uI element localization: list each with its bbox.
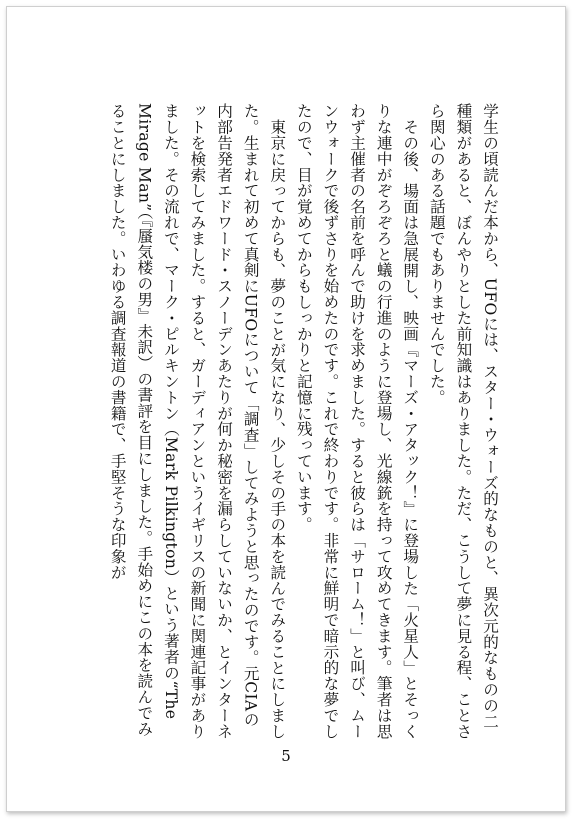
page-number: 5 [281,747,291,765]
paragraph: 学生の頃読んだ本から、UFOには、スター・ウォーズ的なものと、異次元的なものの二種類があると、ぼんやりとした前知識はありました。ただ、こうして夢に見る程、ことさら関心のある話題でもありませんでした。 [427,103,499,739]
paragraph: 東京に戻ってからも、夢のことが気になり、少しその手の本を読んでみることにしました。生まれて初めて真剣にUFOについて「調査」してみようと思ったのです。元CIAの内部告発者エドワード・スノーデンあたりが何か秘密を漏らしていないか、とインターネットを検索してみました。すると、ガーディアンというイギリスの新聞に関連記事がありました。その流れで、マーク・ピルキントン（Mark Pilkington）という著者の“The Mirage Man”（『蜃気楼の男』未訳）の書評を目にしました。手始めにこの本を読んでみることにしました。いわゆる調査報道の書籍で、手堅そうな印象が [108,103,287,739]
document-page [6,6,566,812]
paragraph: その後、場面は急展開し、映画『マーズ・アタック！』に登場した「火星人」とそっくりな連中がぞろぞろと蟻の行進のように登場し、光線銃を持って攻めてきます。筆者は思わず主催者の名前を呼んで助けを求めました。すると彼らは「サローム！」と叫び、ムーンウォークで後ずさりを始めたのです。これで終わりです。非常に鮮明で暗示的な夢でしたので、目が覚めてからもしっかりと記憶に残っています。 [294,103,420,739]
vertical-body-text [77,103,503,743]
